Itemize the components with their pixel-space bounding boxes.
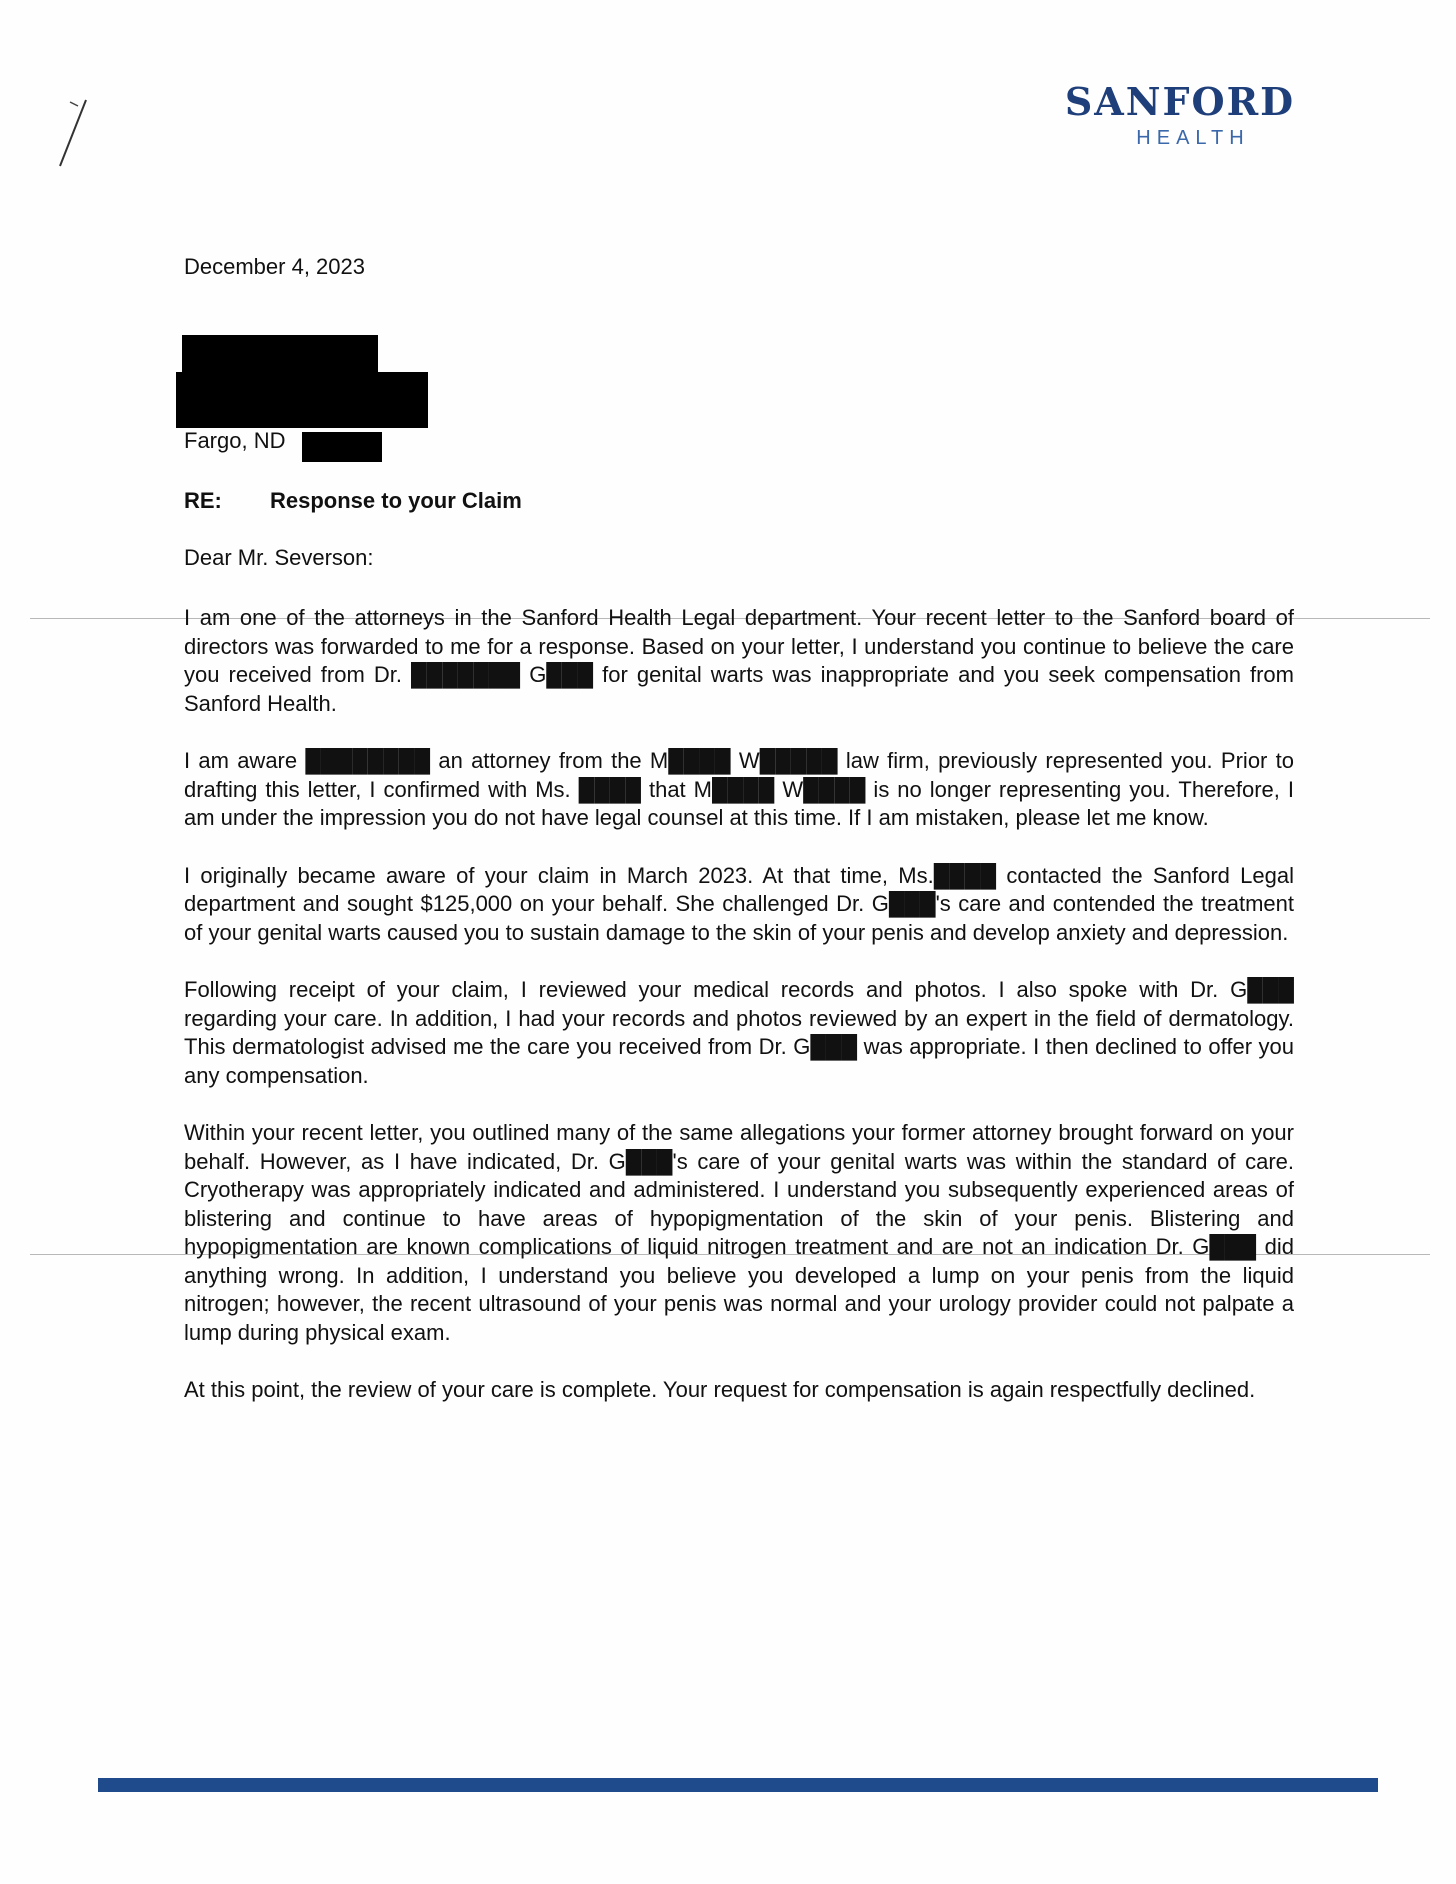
body-paragraph: I am aware ████████ an attorney from the M████ W█████ law firm, previously represented you. Prior to drafting this letter, I confirmed with Ms. ████ that M████ W████ is no longer representing you. Therefore, I am under the impression you do not have legal counsel at this time. If I am mistaken, please let me know. [184,748,1294,830]
logo-name: SANFORD [1064,79,1296,124]
salutation: Dear Mr. Severson: [184,545,374,570]
body-paragraph: I originally became aware of your claim in March 2023. At that time, Ms.████ contacted the Sanford Legal department and sought $125,000 on your behalf. She challenged Dr. G███'s care and contended the treatment of your genital warts caused you to sustain damage to the skin of your penis and develop anxiety and depression. [184,862,1294,945]
letter-body [184,604,1294,1434]
logo-subtitle: HEALTH [1136,127,1250,149]
body-paragraph: At this point, the review of your care is complete. Your request for compensation is again respectfully declined. [184,1377,1256,1402]
redaction-recipient-name [182,335,378,373]
subject-text: Response to your Claim [270,488,522,513]
redaction-zip-code [302,432,382,462]
body-paragraph: Following receipt of your claim, I reviewed your medical records and photos. I also spoke with Dr. G███ regarding your care. In addition, I had your records and photos reviewed by an expert in the field of dermatology. This dermatologist advised me the care you received from Dr. G███ was appropriate. I then declined to offer you any compensation. [184,977,1294,1088]
recipient-city-state: Fargo, ND [184,428,286,453]
body-paragraph: Within your recent letter, you outlined many of the same allegations your former attorney brought forward on your behalf. However, as I have indicated, Dr. G███'s care of your genital warts was within the standard of care. Cryotherapy was appropriately indicated and administered. I understand you subsequently experienced areas of blistering and continue to have areas of hypopigmentation of the skin of your penis. Blistering and hypopigmentation are known complications of liquid nitrogen treatment and are not an indication Dr. G███ did anything wrong. In addition, I understand you believe you developed a lump on your penis from the liquid nitrogen; however, the recent ultrasound of your penis was normal and your urology provider could not palpate a lump during physical exam. [184,1120,1294,1345]
sanford-health-logo [1050,80,1310,150]
letter-date: December 4, 2023 [184,254,365,279]
footer-bar [98,1778,1378,1792]
subject-line [184,488,522,514]
body-paragraph: I am one of the attorneys in the Sanford Health Legal department. Your recent letter to the Sanford board of directors was forwarded to me for a response. Based on your letter, I understand you continue to believe the care you received from Dr. ███████ G███ for genital warts was inappropriate and you seek compensation from Sanford Health. [184,605,1294,716]
subject-label: RE: [184,488,222,513]
pen-mark [52,96,92,176]
redaction-recipient-address [176,372,428,428]
